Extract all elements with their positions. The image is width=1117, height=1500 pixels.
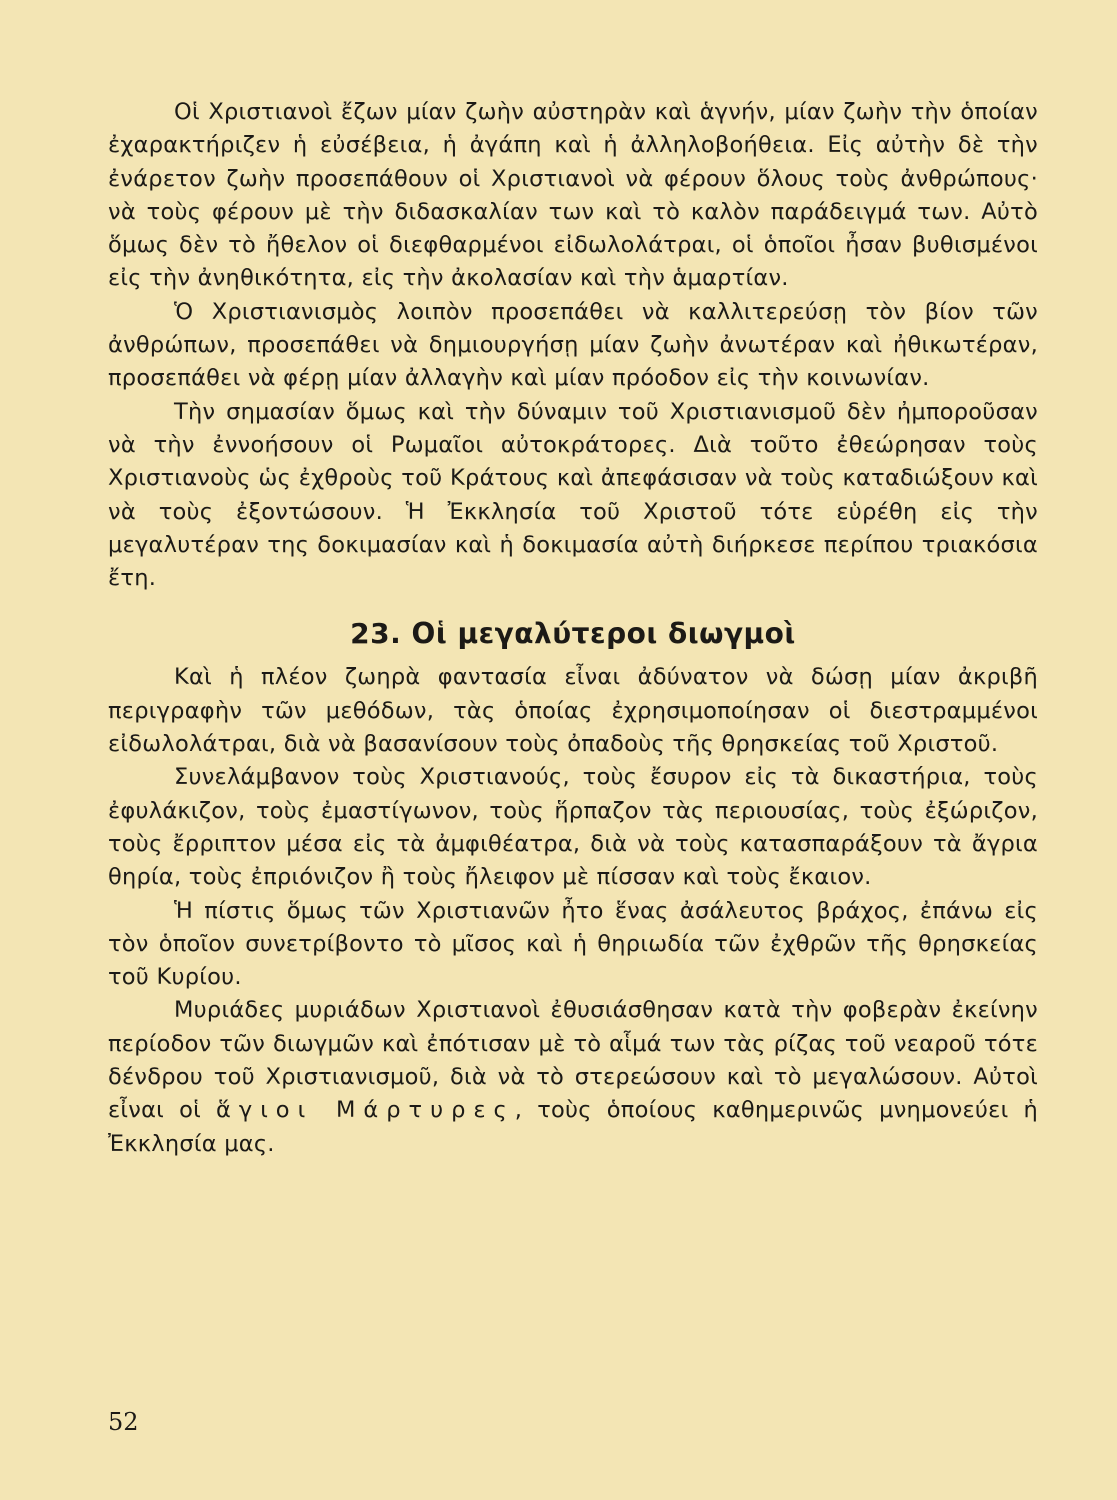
paragraph-5: Συνελάμβανον τοὺς Χριστιανούς, τοὺς ἔσυρον εἰς τὰ δικαστήρια, τοὺς ἐφυλάκιζον, τοὺς ἐμαστίγωνον, τοὺς ἥρπαζον τὰς περιουσίας, τοὺς ἐξώριζον, τοὺς ἔρριπτον μέσα εἰς τὰ ἀμφιθέατρα, διὰ νὰ τοὺς κατασπαράξουν τὰ ἄγρια θηρία, τοὺς ἐπριόνιζον ἢ τοὺς ἤλειφον μὲ πίσσαν καὶ τοὺς ἔκαιον. bbox=[108, 764, 1038, 891]
section-heading: 23. Οἱ μεγαλύτεροι διωγμοὶ bbox=[350, 617, 796, 651]
paragraph-6: Ἡ πίστις ὅμως τῶν Χριστιανῶν ἦτο ἕνας ἀσάλευτος βράχος, ἐπάνω εἰς τὸν ὁποῖον συνετρίβοντο τὸ μῖσος καὶ ἡ θηριωδία τῶν ἐχθρῶν τῆς θρησκείας τοῦ Κυρίου. bbox=[108, 897, 1038, 991]
paragraph-4: Καὶ ἡ πλέον ζωηρὰ φαντασία εἶναι ἀδύνατον νὰ δώσῃ μίαν ἀκριβῆ περιγραφὴν τῶν μεθόδων, τὰς ὁποίας ἐχρησιμοποίησαν οἱ διεστραμμένοι εἰδωλολάτραι, διὰ νὰ βασανίσουν τοὺς ὀπαδοὺς τῆς θρησκείας τοῦ Χριστοῦ. bbox=[108, 664, 1038, 758]
page-body bbox=[108, 96, 1038, 1161]
paragraph-7 bbox=[108, 994, 1038, 1160]
page-number: 52 bbox=[108, 1408, 139, 1436]
paragraph-7-text-end: , τοὺς ὁποίους καθημερινῶς μνημονεύει ἡ Ἐκκλησία μας. bbox=[108, 1097, 1038, 1157]
paragraph-3: Τὴν σημασίαν ὅμως καὶ τὴν δύναμιν τοῦ Χριστιανισμοῦ δὲν ἠμποροῦσαν νὰ τὴν ἐννοήσουν οἱ Ρωμαῖοι αὐτοκράτορες. Διὰ τοῦτο ἐθεώρησαν τοὺς Χριστιανοὺς ὡς ἐχθροὺς τοῦ Κράτους καὶ ἀπεφάσισαν νὰ τοὺς καταδιώξουν καὶ νὰ τοὺς ἐξοντώσουν. Ἡ Ἐκκλησία τοῦ Χριστοῦ τότε εὑρέθη εἰς τὴν μεγαλυτέραν της δοκιμασίαν καὶ ἡ δοκιμασία αὐτὴ διήρκεσε περίπου τριακόσια ἔτη. bbox=[108, 398, 1038, 592]
paragraph-7-text-start: Μυριάδες μυριάδων Χριστιανοὶ ἐθυσιάσθησαν κατὰ τὴν φοβερὰν ἐκείνην περίοδον τῶν διωγμῶν καὶ ἐπότισαν μὲ τὸ αἷμά των τὰς ρίζας τοῦ νεαροῦ τότε δένδρου τοῦ Χριστιανισμοῦ, διὰ νὰ τὸ στερεώσουν καὶ τὸ μεγαλώσουν. Αὐτοὶ εἶναι οἱ bbox=[108, 997, 1038, 1124]
paragraph-2: Ὁ Χριστιανισμὸς λοιπὸν προσεπάθει νὰ καλλιτερεύσῃ τὸν βίον τῶν ἀνθρώπων, προσεπάθει νὰ δημιουργήσῃ μίαν ζωὴν ἀνωτέραν καὶ ἠθικωτέραν, προσεπάθει νὰ φέρῃ μίαν ἀλλαγὴν καὶ μίαν πρόοδον εἰς τὴν κοινωνίαν. bbox=[108, 298, 1038, 392]
spaced-emphasis: ἅγιοι Μάρτυρες bbox=[216, 1097, 515, 1124]
paragraph-1: Οἱ Χριστιανοὶ ἔζων μίαν ζωὴν αὐστηρὰν καὶ ἁγνήν, μίαν ζωὴν τὴν ὁποίαν ἐχαρακτήριζεν ἡ εὐσέβεια, ἡ ἀγάπη καὶ ἡ ἀλληλοβοήθεια. Εἰς αὐτὴν δὲ τὴν ἐνάρετον ζωὴν προσεπάθουν οἱ Χριστιανοὶ νὰ φέρουν ὅλους τοὺς ἀνθρώπους· νὰ τοὺς φέρουν μὲ τὴν διδασκαλίαν των καὶ τὸ καλὸν παράδειγμά των. Αὐτὸ ὅμως δὲν τὸ ἤθελον οἱ διεφθαρμένοι εἰδωλολάτραι, οἱ ὁποῖοι ἦσαν βυθισμένοι εἰς τὴν ἀνηθικότητα, εἰς τὴν ἀκολασίαν καὶ τὴν ἁμαρτίαν. bbox=[108, 99, 1038, 292]
